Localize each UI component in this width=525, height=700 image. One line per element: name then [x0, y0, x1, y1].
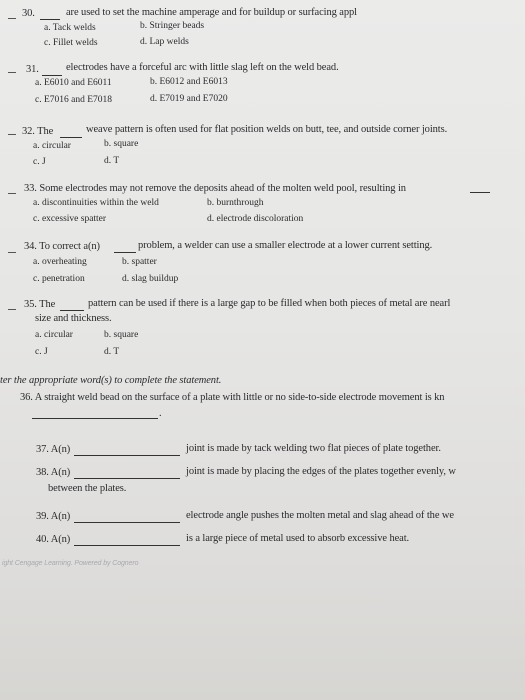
q38-blank[interactable] — [74, 469, 180, 479]
q34-option-b: b. spatter — [122, 257, 157, 267]
q32-option-d: d. T — [104, 156, 120, 166]
answer-tick — [8, 252, 16, 253]
q37-blank[interactable] — [74, 446, 180, 456]
q31-option-a: a. E6010 and E6011 — [35, 78, 112, 88]
q33-blank[interactable] — [470, 183, 490, 193]
answer-tick — [8, 72, 16, 73]
q39-number: 39. A(n) — [36, 511, 71, 522]
q31-option-c: c. E7016 and E7018 — [35, 95, 113, 105]
q32-blank[interactable] — [60, 128, 82, 138]
q38-number: 38. A(n) — [36, 467, 71, 478]
q33-option-b: b. burnthrough — [207, 198, 264, 208]
answer-tick — [8, 193, 16, 194]
q32-stem: weave pattern is often used for flat position welds on butt, tee, and outside corner joints. — [86, 124, 448, 135]
q30-stem: are used to set the machine amperage and for buildup or surfacing appl — [66, 7, 357, 18]
q30-blank[interactable] — [40, 10, 60, 20]
q31-option-d: d. E7019 and E7020 — [150, 94, 228, 104]
q40-text: is a large piece of metal used to absorb excessive heat. — [186, 533, 410, 544]
q33-option-a: a. discontinuities within the weld — [33, 198, 159, 208]
answer-tick — [8, 134, 16, 135]
q32-option-a: a. circular — [33, 141, 71, 151]
q30-option-a: a. Tack welds — [44, 23, 96, 33]
q31-blank[interactable] — [42, 66, 62, 76]
q38-continued: between the plates. — [48, 483, 127, 494]
q39-text: electrode angle pushes the molten metal and slag ahead of the we — [186, 510, 454, 521]
q37-number: 37. A(n) — [36, 444, 71, 455]
answer-tick — [8, 18, 16, 19]
q32-option-c: c. J — [33, 157, 46, 167]
q33-stem: 33. Some electrodes may not remove the deposits ahead of the molten weld pool, resulting in — [24, 183, 406, 194]
q34-option-d: d. slag buildup — [122, 274, 179, 284]
q32-option-b: b. square — [104, 139, 139, 149]
q38-text: joint is made by placing the edges of the plates together evenly, w — [186, 466, 456, 477]
q35-option-c: c. J — [35, 347, 48, 357]
q35-option-d: d. T — [104, 347, 120, 357]
q30-number: 30. — [22, 8, 35, 19]
q40-number: 40. A(n) — [36, 534, 71, 545]
q36-blank[interactable] — [32, 409, 158, 419]
q33-option-d: d. electrode discoloration — [207, 214, 304, 224]
q30-option-d: d. Lap welds — [140, 37, 189, 47]
q34-option-c: c. penetration — [33, 274, 85, 284]
q30-option-c: c. Fillet welds — [44, 38, 98, 48]
q36-stem: 36. A straight weld bead on the surface of a plate with little or no side-to-side electrode movement is kn — [20, 392, 445, 403]
q40-blank[interactable] — [74, 536, 180, 546]
q35-number: 35. The — [24, 299, 56, 310]
q35-option-a: a. circular — [35, 330, 73, 340]
q34-option-a: a. overheating — [33, 257, 87, 267]
answer-tick — [8, 309, 16, 310]
section-instructions: ter the appropriate word(s) to complete the statement. — [0, 375, 222, 386]
q36-period: . — [159, 408, 162, 419]
q35-option-b: b. square — [104, 330, 139, 340]
q33-option-c: c. excessive spatter — [33, 214, 107, 224]
q31-stem: electrodes have a forceful arc with little slag left on the weld bead. — [66, 62, 339, 73]
q35-blank[interactable] — [60, 301, 84, 311]
q34-number: 34. To correct a(n) — [24, 241, 100, 252]
q37-text: joint is made by tack welding two flat pieces of plate together. — [186, 443, 441, 454]
q39-blank[interactable] — [74, 513, 180, 523]
copyright-footer: ight Cengage Learning. Powered by Cognero — [2, 560, 139, 567]
q30-option-b: b. Stringer beads — [140, 21, 205, 31]
q31-number: 31. — [26, 64, 39, 75]
q34-stem: problem, a welder can use a smaller electrode at a lower current setting. — [138, 240, 433, 251]
q31-option-b: b. E6012 and E6013 — [150, 77, 228, 87]
q32-number: 32. The — [22, 126, 54, 137]
q34-blank[interactable] — [114, 243, 136, 253]
q35-stem: pattern can be used if there is a large gap to be filled when both pieces of metal are nearl — [88, 298, 451, 309]
q35-stem-continued: size and thickness. — [35, 313, 112, 324]
